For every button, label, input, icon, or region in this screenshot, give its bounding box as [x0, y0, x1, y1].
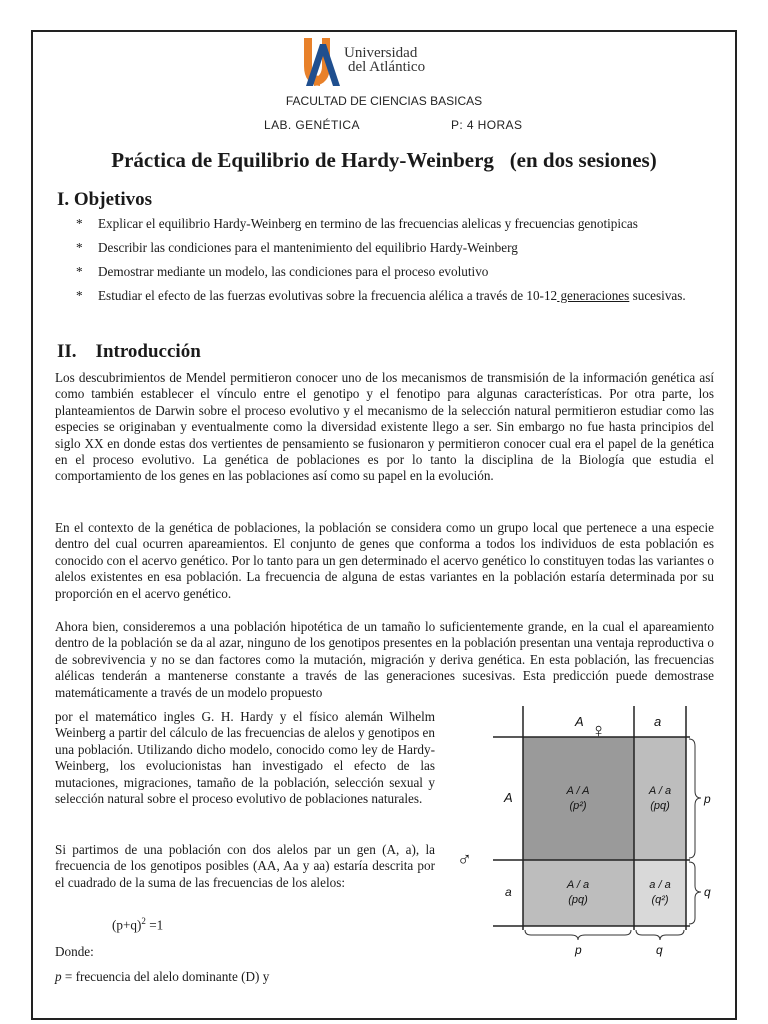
lab-hours: P: 4 HORAS	[451, 118, 523, 132]
col-label-A: A	[575, 714, 584, 729]
lab-name: LAB. GENÉTICA	[264, 118, 360, 132]
punnett-square-diagram	[455, 706, 730, 962]
donde-label: Donde:	[55, 944, 94, 959]
brace-bottom-q	[636, 930, 684, 940]
cell-Aa-bottom-freq: (pq)	[568, 894, 588, 906]
cell-Aa-top-freq: (pq)	[650, 800, 670, 812]
cell-AA-label: A / A	[566, 785, 590, 797]
intro-paragraph-2: En el contexto de la genética de poblaciones, la población se considera como un grupo local que pertenece a una especie dentro del cual ocurren apareamientos. El conjunto de genes que conforma a todos los individuos de esta población es conocido con el acervo genético. Por lo tanto para un gen determinado el acervo genético lo constituyen todas las variantes o alelos existentes en esa población. La frecuencia de alguna de estas variantes en la población estaría determinada por su proporción en el acervo genético.	[55, 520, 714, 601]
p-variable: p	[55, 969, 62, 984]
faculty-line: FACULTAD DE CIENCIAS BASICAS	[285, 94, 483, 108]
intro-paragraph-1: Los descubrimientos de Mendel permitieron conocer uno de los mecanismos de transmisión de la información genética así como también establecer el vínculo entre el genotipo y el fenotipo para algunas características. Por otra parte, los planteamientos de Darwin sobre el proceso evolutivo y el mecanismo de la selección natural permitieron estudiar como las especies se originaban y eventualmente como la diversidad existente llego a ser. Sin embargo no fue hasta principios del siglo XX en donde estas dos vertientes de pensamiento se fusionaron y permitieron conocer cual era el papel de la genética en el proceso evolutivo. La genética de poblaciones es por lo tanto la disciplina de la Biología que estudia el comportamiento de los genes en las poblaciones así como su papel en la evolución.	[55, 370, 714, 484]
university-logo-mark	[300, 36, 344, 88]
cell-AA-fill	[523, 737, 634, 860]
list-item: * Demostrar mediante un modelo, las condiciones para el proceso evolutivo	[76, 264, 726, 281]
col-label-a: a	[654, 714, 662, 729]
objetivos-list	[76, 216, 726, 312]
section-heading-introduccion	[57, 341, 201, 363]
cell-aa-fill	[634, 860, 686, 926]
logo-line-1: Universidad	[344, 45, 418, 61]
row-label-A: A	[504, 790, 513, 805]
cell-AA-freq: (p²)	[569, 800, 587, 812]
page-title	[0, 148, 768, 173]
p-definition-text: = frecuencia del alelo dominante (D) y	[61, 969, 270, 984]
page-title-main: Práctica de Equilibrio de Hardy-Weinberg	[111, 148, 494, 172]
cell-Aa-top-label: A / a	[648, 785, 672, 797]
logo-line-2: del Atlántico	[348, 59, 426, 75]
page-title-suffix: (en dos sesiones)	[509, 148, 657, 172]
section-heading-objetivos: I. Objetivos	[57, 189, 152, 210]
brace-right-q	[689, 862, 701, 924]
cell-aa-freq: (q²)	[651, 894, 669, 906]
intro-paragraph-4: por el matemático ingles G. H. Hardy y el físico alemán Wilhelm Weinberg a partir del cálculo de las frecuencias de alelos y genotipos en una población. Utilizando dicho modelo, conocido como ley de Hardy-Weinberg, los evolucionistas han investigado el efecto de las mutaciones, migraciones, tamaño de la población, selección sexual y selección natural sobre el proceso evolutivo de poblaciones naturales.	[55, 709, 435, 807]
intro-paragraph-5: Si partimos de una población con dos alelos par un gen (A, a), la frecuencia de los genotipos posibles (AA, Aa y aa) estaría descrita por el cuadrado de la suma de las frecuencias de los alelos:	[55, 842, 435, 890]
list-item: * Explicar el equilibrio Hardy-Weinberg en termino de las frecuencias alelicas y frecuencias genotipicas	[76, 216, 726, 233]
female-symbol-icon: ♀	[591, 720, 606, 742]
brace-label-p-bottom: p	[575, 943, 582, 957]
logo-wordmark	[344, 46, 425, 74]
list-item: * Describir las condiciones para el mantenimiento del equilibrio Hardy-Weinberg	[76, 240, 726, 257]
cell-Aa-top-fill	[634, 737, 686, 860]
section-title: Introducción	[95, 341, 201, 362]
brace-label-q-right: q	[704, 885, 711, 899]
university-logo	[300, 36, 450, 88]
cell-Aa-bottom-fill	[523, 860, 634, 926]
list-item	[76, 288, 726, 305]
intro-paragraph-3: Ahora bien, consideremos a una población hipotética de un tamaño lo suficientemente grande, en la cual el apareamiento dentro de la población se da al azar, ninguno de los genotipos presentes en la población presentan una ventaja reproductiva o de sobrevivencia y no se dan factores como la mutación, migración y deriva genética. En esta población, las frecuencias alélicas tenderán a mantenerse constante a través de las generaciones sucesivas. Esta predicción puede demostrase matemáticamente a través de un modelo propuesto	[55, 619, 714, 700]
formula-base: (p+q)	[112, 917, 142, 933]
formula-exponent: 2	[141, 916, 146, 926]
brace-label-q-bottom: q	[656, 943, 663, 957]
hardy-weinberg-formula	[112, 916, 163, 933]
cell-Aa-bottom-label: A / a	[566, 879, 590, 891]
p-definition	[55, 969, 269, 985]
underlined-term: generaciones	[557, 288, 630, 303]
brace-bottom-p	[525, 930, 631, 940]
cell-aa-label: a / a	[649, 879, 671, 891]
formula-rest: =1	[145, 917, 164, 933]
male-symbol-icon: ♂	[457, 849, 472, 871]
brace-label-p-right: p	[704, 792, 711, 806]
list-item-text: Estudiar el efecto de las fuerzas evolutivas sobre la frecuencia alélica a través de 10-12	[98, 288, 558, 303]
row-label-a: a	[505, 885, 512, 899]
list-item-text-end: sucesivas.	[632, 288, 686, 303]
brace-right-p	[689, 739, 701, 858]
section-number: II.	[57, 341, 77, 362]
